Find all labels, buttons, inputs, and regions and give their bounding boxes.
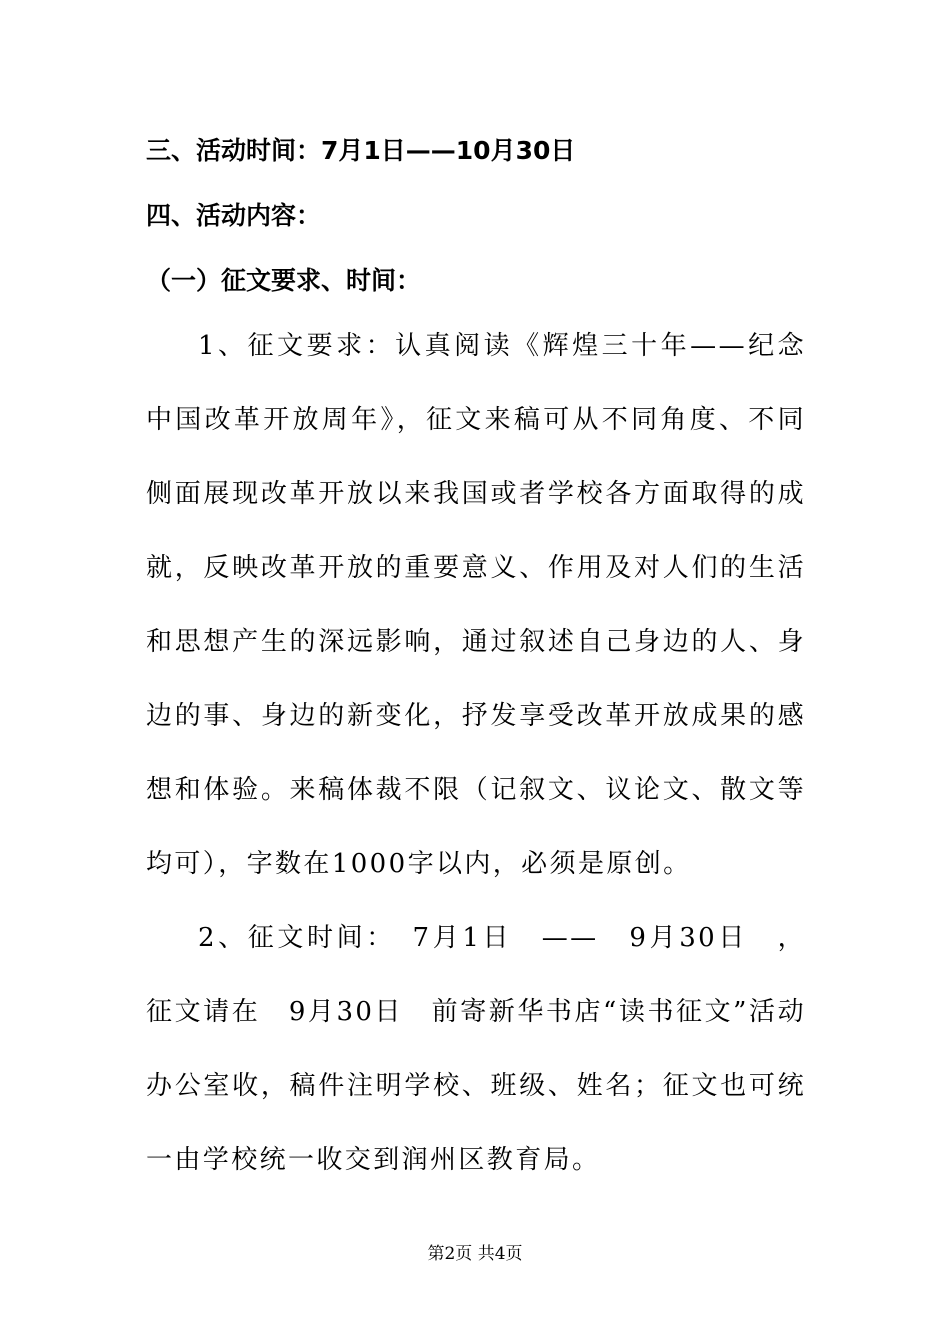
paragraph-essay-requirements: 1、征文要求：认真阅读《辉煌三十年——纪念中国改革开放周年》，征文来稿可从不同角度、不同侧面展现改革开放以来我国或者学校各方面取得的成就，反映改革开放的重要意义、作用及对人们的生活和思想产生的深远影响，通过叙述自己身边的人、身边的事、身边的新变化，抒发享受改革开放成果的感想和体验。来稿体裁不限（记叙文、议论文、散文等均可），字数在1000字以内，必须是原创。 bbox=[146, 331, 806, 879]
paragraph-essay-time: 2、征文时间： 7月1日 —— 9月30日 ，征文请在 9月30日 前寄新华书店“读书征文”活动办公室收，稿件注明学校、班级、姓名；征文也可统一由学校统一收交到润州区教育局。 bbox=[146, 923, 806, 1175]
page-number-footer: 第2页 共4页 bbox=[427, 1244, 523, 1264]
subsection-heading-essay-requirements: （一）征文要求、时间： bbox=[146, 266, 422, 295]
section-heading-activity-time: 三、活动时间：7月1日——10月30日 bbox=[146, 136, 576, 165]
section-heading-activity-content: 四、活动内容： bbox=[146, 201, 322, 230]
